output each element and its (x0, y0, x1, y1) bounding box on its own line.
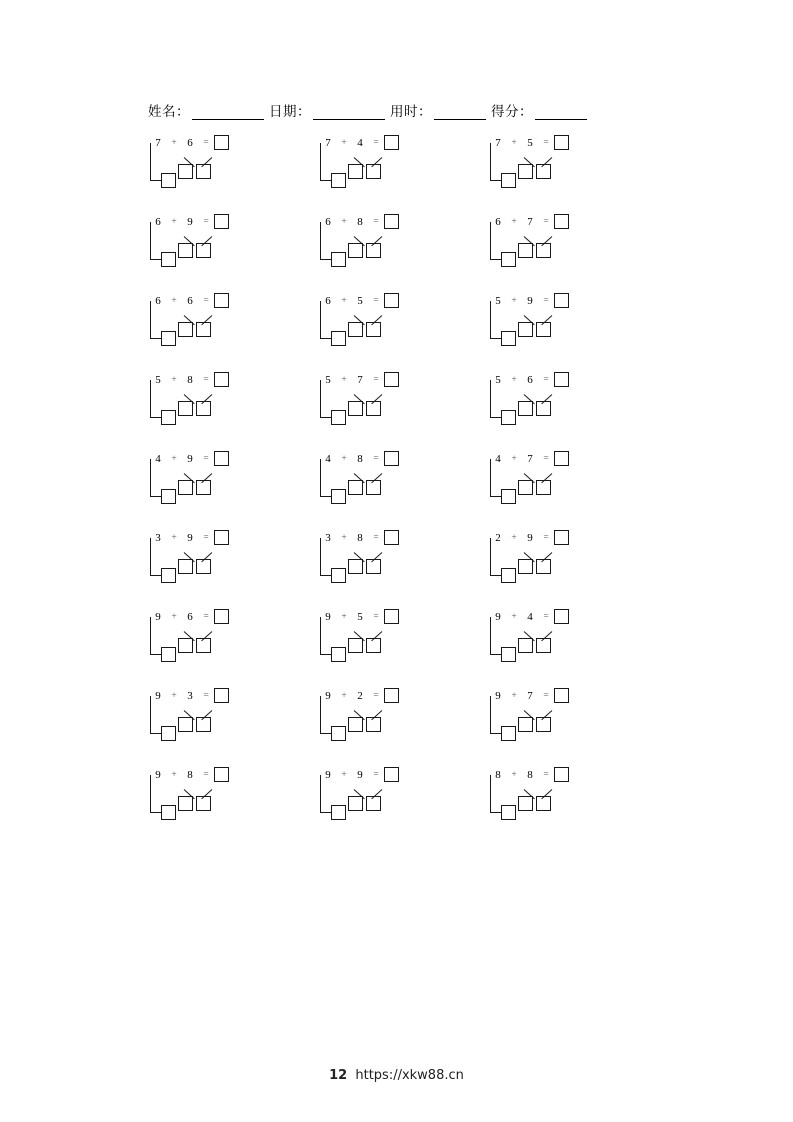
carry-vertical-line (320, 459, 321, 497)
carry-vertical-line (320, 143, 321, 181)
operand-a: 7 (325, 136, 331, 149)
decomposition-tree (518, 385, 588, 421)
operand-b: 8 (187, 373, 193, 386)
decomposition-tree (518, 622, 588, 658)
score-blank[interactable] (535, 106, 587, 120)
decomposition-tree (348, 306, 418, 342)
carry-box[interactable] (161, 726, 176, 741)
decomposition-box-right[interactable] (536, 243, 551, 258)
decomposition-box-left[interactable] (178, 243, 193, 258)
operand-a: 9 (495, 610, 501, 623)
plus-sign: + (341, 769, 347, 780)
equals-sign: = (543, 374, 549, 385)
decomposition-tree (348, 464, 418, 500)
equals-sign: = (203, 295, 209, 306)
operand-a: 5 (495, 373, 501, 386)
decomposition-box-right[interactable] (196, 717, 211, 732)
problem-row (140, 450, 660, 529)
carry-box[interactable] (501, 805, 516, 820)
problem-cell (310, 213, 480, 292)
decomposition-box-right[interactable] (536, 164, 551, 179)
decomposition-tree (518, 306, 588, 342)
equals-sign: = (203, 690, 209, 701)
decomposition-box-left[interactable] (178, 717, 193, 732)
problem-cell (310, 766, 480, 845)
operand-a: 9 (325, 768, 331, 781)
decomposition-tree (178, 306, 248, 342)
operand-b: 7 (527, 215, 533, 228)
plus-sign: + (171, 137, 177, 148)
problem-cell (310, 529, 480, 608)
operand-b: 9 (357, 768, 363, 781)
decomposition-box-left[interactable] (518, 401, 533, 416)
problem-grid (140, 134, 660, 845)
plus-sign: + (511, 216, 517, 227)
carry-box[interactable] (331, 568, 346, 583)
decomposition-box-left[interactable] (518, 796, 533, 811)
decomposition-box-left[interactable] (518, 559, 533, 574)
operand-b: 2 (357, 689, 363, 702)
equals-sign: = (373, 532, 379, 543)
problem-cell (480, 608, 650, 687)
decomposition-box-left[interactable] (178, 638, 193, 653)
carry-box[interactable] (501, 489, 516, 504)
decomposition-box-left[interactable] (348, 164, 363, 179)
operand-a: 9 (155, 689, 161, 702)
operand-b: 7 (527, 452, 533, 465)
carry-vertical-line (150, 538, 151, 576)
plus-sign: + (511, 137, 517, 148)
equals-sign: = (373, 690, 379, 701)
problem-cell (310, 292, 480, 371)
decomposition-box-left[interactable] (518, 480, 533, 495)
decomposition-box-right[interactable] (196, 164, 211, 179)
problem-cell (480, 292, 650, 371)
decomposition-box-right[interactable] (536, 638, 551, 653)
decomposition-box-left[interactable] (178, 559, 193, 574)
date-blank[interactable] (313, 106, 385, 120)
decomposition-box-right[interactable] (366, 401, 381, 416)
equals-sign: = (543, 611, 549, 622)
carry-vertical-line (150, 459, 151, 497)
carry-box[interactable] (501, 726, 516, 741)
decomposition-tree (178, 227, 248, 263)
operand-b: 4 (527, 610, 533, 623)
plus-sign: + (341, 611, 347, 622)
carry-box[interactable] (161, 489, 176, 504)
operand-b: 4 (357, 136, 363, 149)
carry-box[interactable] (501, 173, 516, 188)
carry-vertical-line (490, 696, 491, 734)
decomposition-tree (178, 543, 248, 579)
operand-b: 8 (357, 531, 363, 544)
decomposition-tree (348, 385, 418, 421)
operand-a: 9 (155, 768, 161, 781)
decomposition-box-left[interactable] (348, 717, 363, 732)
decomposition-box-right[interactable] (366, 559, 381, 574)
problem-cell (140, 766, 310, 845)
operand-b: 6 (527, 373, 533, 386)
worksheet-header (148, 96, 648, 120)
problem-cell (140, 213, 310, 292)
plus-sign: + (171, 295, 177, 306)
plus-sign: + (171, 532, 177, 543)
plus-sign: + (511, 295, 517, 306)
operand-b: 5 (357, 610, 363, 623)
equals-sign: = (543, 453, 549, 464)
equals-sign: = (373, 374, 379, 385)
operand-b: 5 (357, 294, 363, 307)
operand-a: 4 (495, 452, 501, 465)
operand-b: 7 (357, 373, 363, 386)
decomposition-tree (518, 780, 588, 816)
decomposition-box-right[interactable] (536, 717, 551, 732)
problem-cell (140, 371, 310, 450)
plus-sign: + (341, 295, 347, 306)
carry-vertical-line (490, 617, 491, 655)
carry-box[interactable] (501, 252, 516, 267)
decomposition-tree (178, 464, 248, 500)
carry-vertical-line (490, 775, 491, 813)
carry-vertical-line (150, 143, 151, 181)
problem-row (140, 371, 660, 450)
decomposition-box-left[interactable] (348, 638, 363, 653)
plus-sign: + (511, 532, 517, 543)
problem-cell (480, 213, 650, 292)
carry-vertical-line (490, 143, 491, 181)
plus-sign: + (511, 769, 517, 780)
decomposition-box-left[interactable] (178, 164, 193, 179)
carry-vertical-line (490, 538, 491, 576)
problem-cell (480, 450, 650, 529)
problem-cell (480, 134, 650, 213)
problem-cell (140, 608, 310, 687)
decomposition-box-right[interactable] (536, 559, 551, 574)
problem-cell (480, 687, 650, 766)
carry-box[interactable] (161, 410, 176, 425)
decomposition-tree (518, 227, 588, 263)
carry-box[interactable] (501, 647, 516, 662)
decomposition-box-right[interactable] (196, 559, 211, 574)
plus-sign: + (171, 611, 177, 622)
decomposition-box-left[interactable] (518, 717, 533, 732)
carry-box[interactable] (331, 410, 346, 425)
decomposition-box-left[interactable] (518, 243, 533, 258)
problem-row (140, 687, 660, 766)
decomposition-box-right[interactable] (196, 796, 211, 811)
operand-a: 5 (155, 373, 161, 386)
carry-vertical-line (150, 380, 151, 418)
operand-a: 3 (325, 531, 331, 544)
problem-cell (310, 608, 480, 687)
decomposition-box-right[interactable] (536, 401, 551, 416)
carry-box[interactable] (501, 568, 516, 583)
decomposition-tree (178, 701, 248, 737)
operand-a: 5 (325, 373, 331, 386)
plus-sign: + (341, 532, 347, 543)
decomposition-tree (518, 148, 588, 184)
decomposition-tree (518, 701, 588, 737)
plus-sign: + (511, 453, 517, 464)
problem-cell (140, 687, 310, 766)
carry-vertical-line (490, 301, 491, 339)
equals-sign: = (373, 453, 379, 464)
problem-cell (310, 134, 480, 213)
decomposition-tree (348, 148, 418, 184)
decomposition-box-right[interactable] (366, 638, 381, 653)
problem-cell (140, 450, 310, 529)
operand-a: 5 (495, 294, 501, 307)
carry-vertical-line (320, 222, 321, 260)
carry-box[interactable] (331, 489, 346, 504)
operand-b: 9 (187, 452, 193, 465)
operand-a: 7 (495, 136, 501, 149)
operand-a: 9 (155, 610, 161, 623)
decomposition-box-left[interactable] (518, 322, 533, 337)
plus-sign: + (511, 374, 517, 385)
equals-sign: = (203, 453, 209, 464)
equals-sign: = (373, 295, 379, 306)
operand-b: 8 (187, 768, 193, 781)
decomposition-box-left[interactable] (348, 796, 363, 811)
carry-box[interactable] (331, 805, 346, 820)
equals-sign: = (543, 532, 549, 543)
problem-row (140, 134, 660, 213)
operand-a: 8 (495, 768, 501, 781)
decomposition-tree (348, 543, 418, 579)
equals-sign: = (203, 137, 209, 148)
decomposition-box-left[interactable] (178, 322, 193, 337)
carry-vertical-line (490, 380, 491, 418)
operand-b: 8 (357, 452, 363, 465)
problem-cell (140, 292, 310, 371)
carry-box[interactable] (331, 331, 346, 346)
plus-sign: + (171, 374, 177, 385)
source-url: https://xkw88.cn (355, 1068, 464, 1083)
carry-vertical-line (320, 380, 321, 418)
decomposition-tree (178, 148, 248, 184)
carry-vertical-line (320, 617, 321, 655)
decomposition-box-left[interactable] (348, 401, 363, 416)
equals-sign: = (543, 690, 549, 701)
carry-box[interactable] (161, 568, 176, 583)
carry-vertical-line (320, 696, 321, 734)
equals-sign: = (203, 611, 209, 622)
carry-box[interactable] (161, 331, 176, 346)
plus-sign: + (171, 769, 177, 780)
decomposition-box-right[interactable] (196, 480, 211, 495)
operand-a: 9 (495, 689, 501, 702)
carry-box[interactable] (501, 331, 516, 346)
operand-a: 6 (325, 294, 331, 307)
operand-b: 7 (527, 689, 533, 702)
equals-sign: = (373, 769, 379, 780)
equals-sign: = (203, 532, 209, 543)
equals-sign: = (543, 137, 549, 148)
operand-a: 6 (155, 294, 161, 307)
decomposition-box-left[interactable] (518, 638, 533, 653)
plus-sign: + (341, 216, 347, 227)
decomposition-box-right[interactable] (366, 480, 381, 495)
date-label: 日期： (269, 104, 311, 120)
decomposition-tree (348, 622, 418, 658)
plus-sign: + (341, 374, 347, 385)
decomposition-box-right[interactable] (366, 796, 381, 811)
problem-cell (310, 371, 480, 450)
operand-a: 4 (155, 452, 161, 465)
operand-b: 8 (357, 215, 363, 228)
carry-box[interactable] (331, 647, 346, 662)
decomposition-box-left[interactable] (348, 480, 363, 495)
plus-sign: + (511, 690, 517, 701)
decomposition-box-right[interactable] (196, 322, 211, 337)
carry-vertical-line (320, 538, 321, 576)
plus-sign: + (341, 453, 347, 464)
carry-box[interactable] (501, 410, 516, 425)
operand-b: 8 (527, 768, 533, 781)
carry-box[interactable] (161, 805, 176, 820)
operand-b: 5 (527, 136, 533, 149)
operand-a: 6 (155, 215, 161, 228)
problem-cell (310, 687, 480, 766)
decomposition-tree (518, 464, 588, 500)
decomposition-box-right[interactable] (536, 480, 551, 495)
decomposition-tree (348, 701, 418, 737)
carry-vertical-line (490, 459, 491, 497)
operand-b: 9 (187, 531, 193, 544)
problem-cell (140, 529, 310, 608)
decomposition-tree (348, 780, 418, 816)
operand-b: 3 (187, 689, 193, 702)
operand-a: 9 (325, 689, 331, 702)
operand-b: 6 (187, 294, 193, 307)
carry-vertical-line (150, 301, 151, 339)
carry-vertical-line (320, 775, 321, 813)
operand-a: 9 (325, 610, 331, 623)
problem-row (140, 766, 660, 845)
decomposition-box-right[interactable] (196, 243, 211, 258)
problem-row (140, 608, 660, 687)
operand-b: 6 (187, 136, 193, 149)
carry-box[interactable] (161, 252, 176, 267)
carry-vertical-line (150, 617, 151, 655)
problem-row (140, 529, 660, 608)
decomposition-box-right[interactable] (366, 322, 381, 337)
carry-vertical-line (150, 775, 151, 813)
operand-a: 6 (325, 215, 331, 228)
carry-box[interactable] (161, 173, 176, 188)
equals-sign: = (543, 216, 549, 227)
operand-a: 2 (495, 531, 501, 544)
decomposition-box-right[interactable] (536, 322, 551, 337)
operand-a: 4 (325, 452, 331, 465)
problem-cell (480, 766, 650, 845)
plus-sign: + (341, 137, 347, 148)
decomposition-box-right[interactable] (196, 401, 211, 416)
operand-b: 6 (187, 610, 193, 623)
problem-cell (310, 450, 480, 529)
equals-sign: = (373, 216, 379, 227)
carry-box[interactable] (161, 647, 176, 662)
operand-b: 9 (527, 294, 533, 307)
plus-sign: + (341, 690, 347, 701)
carry-vertical-line (150, 696, 151, 734)
decomposition-box-right[interactable] (196, 638, 211, 653)
decomposition-box-left[interactable] (178, 401, 193, 416)
decomposition-tree (178, 622, 248, 658)
decomposition-box-right[interactable] (366, 164, 381, 179)
carry-vertical-line (490, 222, 491, 260)
problem-cell (480, 529, 650, 608)
problem-cell (480, 371, 650, 450)
name-label: 姓名： (148, 104, 190, 120)
decomposition-tree (178, 385, 248, 421)
equals-sign: = (373, 611, 379, 622)
carry-vertical-line (320, 301, 321, 339)
problem-row (140, 213, 660, 292)
equals-sign: = (203, 374, 209, 385)
decomposition-box-right[interactable] (536, 796, 551, 811)
decomposition-tree (348, 227, 418, 263)
operand-b: 9 (187, 215, 193, 228)
page-number: 12 (329, 1068, 348, 1083)
operand-a: 3 (155, 531, 161, 544)
decomposition-box-right[interactable] (366, 717, 381, 732)
equals-sign: = (373, 137, 379, 148)
decomposition-box-right[interactable] (366, 243, 381, 258)
equals-sign: = (543, 769, 549, 780)
time-label: 用时： (390, 104, 432, 120)
problem-cell (140, 134, 310, 213)
decomposition-box-left[interactable] (348, 322, 363, 337)
decomposition-tree (178, 780, 248, 816)
plus-sign: + (171, 216, 177, 227)
plus-sign: + (511, 611, 517, 622)
operand-b: 9 (527, 531, 533, 544)
page-footer (0, 1068, 793, 1083)
problem-row (140, 292, 660, 371)
decomposition-box-left[interactable] (518, 164, 533, 179)
decomposition-tree (518, 543, 588, 579)
decomposition-box-left[interactable] (348, 243, 363, 258)
decomposition-box-left[interactable] (348, 559, 363, 574)
operand-a: 7 (155, 136, 161, 149)
carry-vertical-line (150, 222, 151, 260)
decomposition-box-left[interactable] (178, 796, 193, 811)
equals-sign: = (203, 769, 209, 780)
carry-box[interactable] (331, 726, 346, 741)
score-label: 得分： (491, 104, 533, 120)
name-blank[interactable] (192, 106, 264, 120)
carry-box[interactable] (331, 252, 346, 267)
equals-sign: = (203, 216, 209, 227)
equals-sign: = (543, 295, 549, 306)
decomposition-box-left[interactable] (178, 480, 193, 495)
operand-a: 6 (495, 215, 501, 228)
time-blank[interactable] (434, 106, 486, 120)
carry-box[interactable] (331, 173, 346, 188)
plus-sign: + (171, 453, 177, 464)
plus-sign: + (171, 690, 177, 701)
